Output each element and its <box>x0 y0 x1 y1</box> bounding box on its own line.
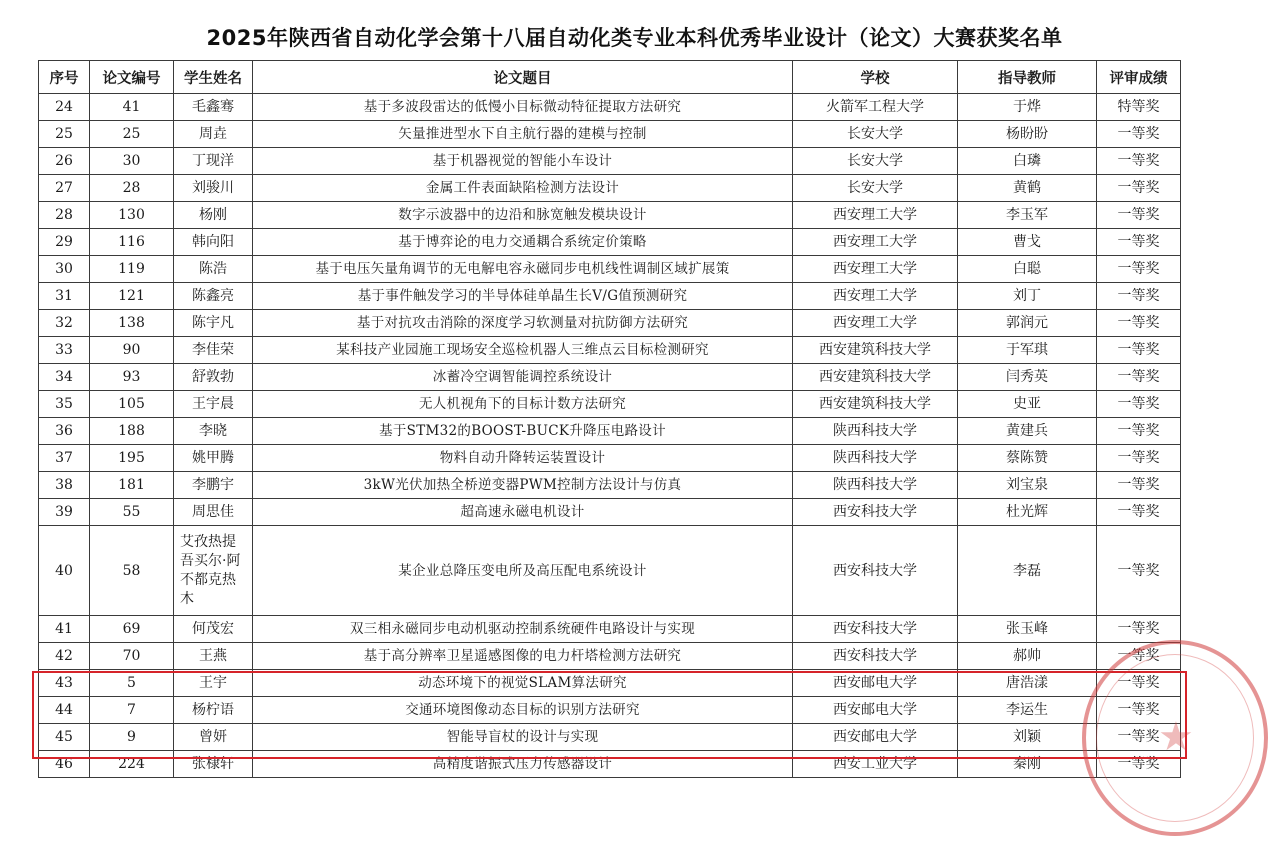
cell-student-name: 丁现洋 <box>174 148 253 175</box>
cell-school: 西安建筑科技大学 <box>793 337 958 364</box>
table-row <box>39 256 1181 283</box>
cell-result: 一等奖 <box>1097 148 1181 175</box>
cell-result: 特等奖 <box>1097 94 1181 121</box>
cell-paper-title: 数字示波器中的边沿和脉宽触发模块设计 <box>253 202 793 229</box>
seal-star-icon: ★ <box>1158 714 1194 760</box>
cell-student-name: 毛鑫骞 <box>174 94 253 121</box>
cell-advisor: 黄鹤 <box>958 175 1097 202</box>
cell-school: 长安大学 <box>793 148 958 175</box>
cell-school: 西安邮电大学 <box>793 697 958 724</box>
cell-advisor: 郝帅 <box>958 643 1097 670</box>
table-row <box>39 364 1181 391</box>
cell-school: 西安工业大学 <box>793 751 958 778</box>
cell-result: 一等奖 <box>1097 283 1181 310</box>
cell-paper-number: 121 <box>90 283 174 310</box>
cell-student-name: 张棣轩 <box>174 751 253 778</box>
cell-result: 一等奖 <box>1097 202 1181 229</box>
table-row <box>39 337 1181 364</box>
cell-paper-title: 某科技产业园施工现场安全巡检机器人三维点云目标检测研究 <box>253 337 793 364</box>
cell-paper-number: 116 <box>90 229 174 256</box>
cell-paper-number: 5 <box>90 670 174 697</box>
cell-school: 西安建筑科技大学 <box>793 391 958 418</box>
cell-student-name: 陈浩 <box>174 256 253 283</box>
cell-index: 41 <box>39 616 90 643</box>
cell-paper-title: 智能导盲杖的设计与实现 <box>253 724 793 751</box>
cell-result: 一等奖 <box>1097 310 1181 337</box>
cell-student-name: 陈宇凡 <box>174 310 253 337</box>
cell-paper-number: 130 <box>90 202 174 229</box>
table-row <box>39 310 1181 337</box>
cell-index: 28 <box>39 202 90 229</box>
cell-advisor: 于军琪 <box>958 337 1097 364</box>
cell-paper-title: 基于多波段雷达的低慢小目标微动特征提取方法研究 <box>253 94 793 121</box>
table-body <box>39 94 1181 778</box>
cell-index: 27 <box>39 175 90 202</box>
cell-advisor: 李运生 <box>958 697 1097 724</box>
cell-paper-number: 224 <box>90 751 174 778</box>
cell-paper-title: 基于STM32的BOOST-BUCK升降压电路设计 <box>253 418 793 445</box>
header-index: 序号 <box>39 61 90 94</box>
table-row <box>39 670 1181 697</box>
cell-paper-number: 25 <box>90 121 174 148</box>
table-row <box>39 229 1181 256</box>
cell-paper-title: 某企业总降压变电所及高压配电系统设计 <box>253 526 793 616</box>
cell-result: 一等奖 <box>1097 175 1181 202</box>
cell-paper-title: 基于电压矢量角调节的无电解电容永磁同步电机线性调制区域扩展策 <box>253 256 793 283</box>
award-table <box>38 60 1181 778</box>
cell-paper-title: 无人机视角下的目标计数方法研究 <box>253 391 793 418</box>
cell-school: 西安科技大学 <box>793 643 958 670</box>
cell-student-name: 姚甲腾 <box>174 445 253 472</box>
table-row <box>39 724 1181 751</box>
cell-paper-number: 7 <box>90 697 174 724</box>
cell-result: 一等奖 <box>1097 229 1181 256</box>
cell-paper-title: 高精度谐振式压力传感器设计 <box>253 751 793 778</box>
cell-result: 一等奖 <box>1097 670 1181 697</box>
cell-paper-number: 195 <box>90 445 174 472</box>
cell-student-name: 何茂宏 <box>174 616 253 643</box>
cell-student-name: 杨柠语 <box>174 697 253 724</box>
cell-paper-title: 基于机器视觉的智能小车设计 <box>253 148 793 175</box>
cell-result: 一等奖 <box>1097 418 1181 445</box>
cell-result: 一等奖 <box>1097 724 1181 751</box>
cell-student-name: 舒敦勃 <box>174 364 253 391</box>
cell-result: 一等奖 <box>1097 616 1181 643</box>
cell-index: 38 <box>39 472 90 499</box>
table-row <box>39 751 1181 778</box>
cell-student-name: 周垚 <box>174 121 253 148</box>
header-student-name: 学生姓名 <box>174 61 253 94</box>
cell-paper-number: 181 <box>90 472 174 499</box>
cell-paper-number: 69 <box>90 616 174 643</box>
cell-student-name: 周思佳 <box>174 499 253 526</box>
cell-index: 45 <box>39 724 90 751</box>
cell-school: 西安理工大学 <box>793 310 958 337</box>
table-row <box>39 499 1181 526</box>
cell-index: 31 <box>39 283 90 310</box>
cell-school: 西安邮电大学 <box>793 724 958 751</box>
page-title: 2025年陕西省自动化学会第十八届自动化类专业本科优秀毕业设计（论文）大赛获奖名单 <box>206 26 1063 50</box>
cell-result: 一等奖 <box>1097 364 1181 391</box>
cell-student-name: 王燕 <box>174 643 253 670</box>
cell-index: 24 <box>39 94 90 121</box>
cell-advisor: 刘颖 <box>958 724 1097 751</box>
cell-school: 西安科技大学 <box>793 499 958 526</box>
table-row <box>39 616 1181 643</box>
table-row <box>39 391 1181 418</box>
cell-paper-title: 超高速永磁电机设计 <box>253 499 793 526</box>
table-row <box>39 445 1181 472</box>
cell-school: 西安邮电大学 <box>793 670 958 697</box>
cell-paper-number: 70 <box>90 643 174 670</box>
cell-advisor: 唐浩漾 <box>958 670 1097 697</box>
cell-school: 西安科技大学 <box>793 526 958 616</box>
cell-paper-number: 93 <box>90 364 174 391</box>
cell-paper-title: 3kW光伏加热全桥逆变器PWM控制方法设计与仿真 <box>253 472 793 499</box>
cell-school: 西安建筑科技大学 <box>793 364 958 391</box>
table-row <box>39 526 1181 616</box>
cell-paper-number: 90 <box>90 337 174 364</box>
cell-paper-title: 物料自动升降转运装置设计 <box>253 445 793 472</box>
cell-school: 长安大学 <box>793 175 958 202</box>
cell-result: 一等奖 <box>1097 697 1181 724</box>
cell-index: 35 <box>39 391 90 418</box>
cell-index: 44 <box>39 697 90 724</box>
cell-student-name: 陈鑫亮 <box>174 283 253 310</box>
cell-index: 40 <box>39 526 90 616</box>
header-result: 评审成绩 <box>1097 61 1181 94</box>
cell-index: 46 <box>39 751 90 778</box>
cell-student-name: 李佳荣 <box>174 337 253 364</box>
cell-advisor: 闫秀英 <box>958 364 1097 391</box>
table-row <box>39 94 1181 121</box>
table-row <box>39 472 1181 499</box>
cell-index: 34 <box>39 364 90 391</box>
cell-advisor: 郭润元 <box>958 310 1097 337</box>
cell-result: 一等奖 <box>1097 445 1181 472</box>
cell-index: 25 <box>39 121 90 148</box>
cell-advisor: 史亚 <box>958 391 1097 418</box>
cell-school: 西安理工大学 <box>793 283 958 310</box>
cell-index: 33 <box>39 337 90 364</box>
table-row <box>39 202 1181 229</box>
cell-school: 西安理工大学 <box>793 229 958 256</box>
cell-school: 西安理工大学 <box>793 256 958 283</box>
cell-school: 长安大学 <box>793 121 958 148</box>
header-paper-title: 论文题目 <box>253 61 793 94</box>
cell-paper-number: 119 <box>90 256 174 283</box>
cell-paper-title: 冰蓄冷空调智能调控系统设计 <box>253 364 793 391</box>
cell-paper-title: 基于博弈论的电力交通耦合系统定价策略 <box>253 229 793 256</box>
cell-paper-number: 55 <box>90 499 174 526</box>
cell-advisor: 白璘 <box>958 148 1097 175</box>
cell-paper-number: 9 <box>90 724 174 751</box>
cell-paper-title: 动态环境下的视觉SLAM算法研究 <box>253 670 793 697</box>
header-advisor: 指导教师 <box>958 61 1097 94</box>
cell-student-name: 曾妍 <box>174 724 253 751</box>
cell-result: 一等奖 <box>1097 121 1181 148</box>
cell-index: 30 <box>39 256 90 283</box>
cell-student-name: 李鹏宇 <box>174 472 253 499</box>
cell-advisor: 蔡陈赞 <box>958 445 1097 472</box>
cell-paper-number: 188 <box>90 418 174 445</box>
table-row <box>39 697 1181 724</box>
cell-index: 37 <box>39 445 90 472</box>
cell-index: 26 <box>39 148 90 175</box>
header-paper-number: 论文编号 <box>90 61 174 94</box>
cell-index: 29 <box>39 229 90 256</box>
cell-paper-title: 双三相永磁同步电动机驱动控制系统硬件电路设计与实现 <box>253 616 793 643</box>
cell-paper-number: 30 <box>90 148 174 175</box>
cell-paper-number: 41 <box>90 94 174 121</box>
cell-advisor: 李玉军 <box>958 202 1097 229</box>
cell-result: 一等奖 <box>1097 751 1181 778</box>
cell-result: 一等奖 <box>1097 526 1181 616</box>
cell-school: 火箭军工程大学 <box>793 94 958 121</box>
cell-paper-title: 金属工件表面缺陷检测方法设计 <box>253 175 793 202</box>
cell-index: 42 <box>39 643 90 670</box>
cell-advisor: 白聪 <box>958 256 1097 283</box>
cell-student-name: 韩向阳 <box>174 229 253 256</box>
cell-advisor: 刘丁 <box>958 283 1097 310</box>
cell-result: 一等奖 <box>1097 643 1181 670</box>
cell-paper-title: 交通环境图像动态目标的识别方法研究 <box>253 697 793 724</box>
cell-student-name: 杨刚 <box>174 202 253 229</box>
table-row <box>39 283 1181 310</box>
cell-advisor: 李磊 <box>958 526 1097 616</box>
cell-paper-number: 28 <box>90 175 174 202</box>
cell-index: 36 <box>39 418 90 445</box>
cell-school: 西安理工大学 <box>793 202 958 229</box>
cell-result: 一等奖 <box>1097 256 1181 283</box>
cell-paper-title: 基于高分辨率卫星遥感图像的电力杆塔检测方法研究 <box>253 643 793 670</box>
cell-student-name: 刘骏川 <box>174 175 253 202</box>
table-row <box>39 121 1181 148</box>
cell-advisor: 于烨 <box>958 94 1097 121</box>
table-header-row <box>39 61 1181 94</box>
cell-student-name: 王宇晨 <box>174 391 253 418</box>
cell-paper-title: 矢量推进型水下自主航行器的建模与控制 <box>253 121 793 148</box>
cell-paper-title: 基于对抗攻击消除的深度学习软测量对抗防御方法研究 <box>253 310 793 337</box>
cell-paper-number: 105 <box>90 391 174 418</box>
cell-student-name: 王宇 <box>174 670 253 697</box>
cell-advisor: 秦刚 <box>958 751 1097 778</box>
cell-result: 一等奖 <box>1097 499 1181 526</box>
table-row <box>39 418 1181 445</box>
table-row <box>39 175 1181 202</box>
cell-advisor: 张玉峰 <box>958 616 1097 643</box>
cell-paper-title: 基于事件触发学习的半导体硅单晶生长V/G值预测研究 <box>253 283 793 310</box>
header-school: 学校 <box>793 61 958 94</box>
cell-school: 陕西科技大学 <box>793 445 958 472</box>
cell-index: 43 <box>39 670 90 697</box>
cell-school: 陕西科技大学 <box>793 418 958 445</box>
cell-student-name: 艾孜热提吾买尔·阿不都克热木 <box>174 526 253 616</box>
cell-advisor: 曹戈 <box>958 229 1097 256</box>
table-row <box>39 148 1181 175</box>
cell-school: 西安科技大学 <box>793 616 958 643</box>
cell-index: 32 <box>39 310 90 337</box>
cell-result: 一等奖 <box>1097 391 1181 418</box>
cell-paper-number: 138 <box>90 310 174 337</box>
cell-index: 39 <box>39 499 90 526</box>
cell-paper-number: 58 <box>90 526 174 616</box>
cell-advisor: 杜光辉 <box>958 499 1097 526</box>
cell-advisor: 黄建兵 <box>958 418 1097 445</box>
cell-result: 一等奖 <box>1097 337 1181 364</box>
cell-advisor: 杨盼盼 <box>958 121 1097 148</box>
cell-advisor: 刘宝泉 <box>958 472 1097 499</box>
table-row <box>39 643 1181 670</box>
cell-school: 陕西科技大学 <box>793 472 958 499</box>
cell-student-name: 李晓 <box>174 418 253 445</box>
cell-result: 一等奖 <box>1097 472 1181 499</box>
